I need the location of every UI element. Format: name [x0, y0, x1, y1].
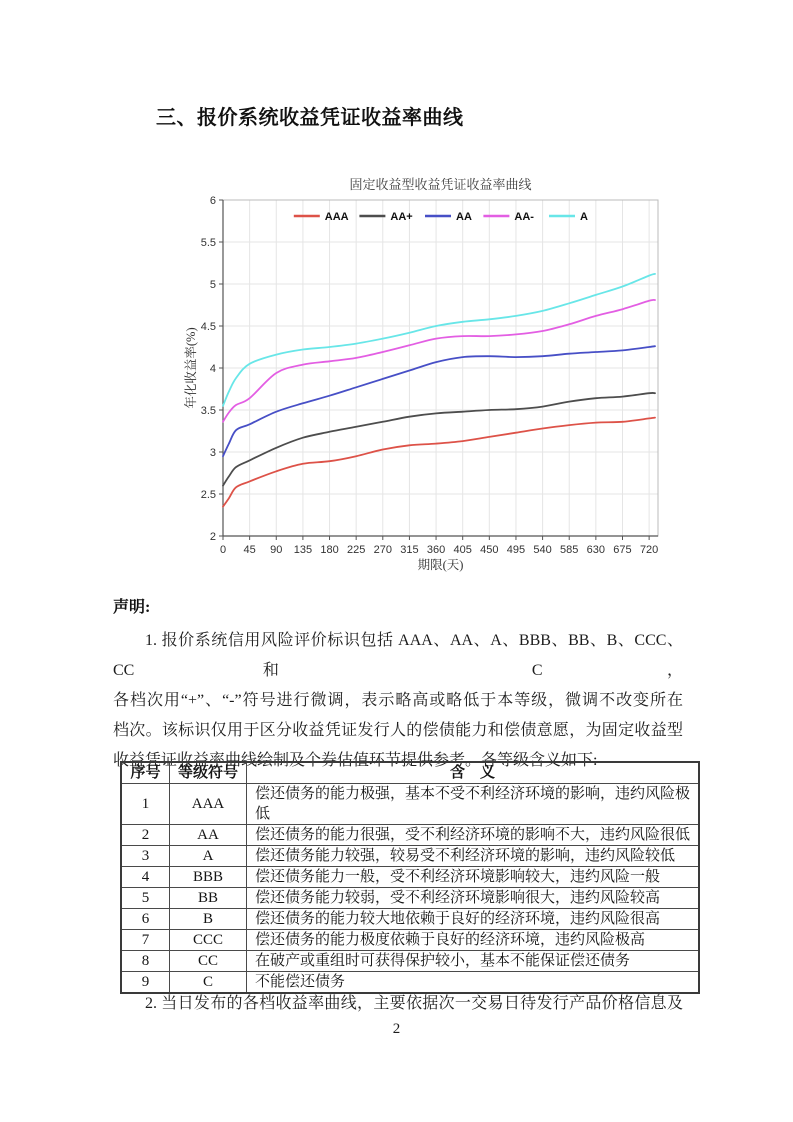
table-row	[121, 909, 699, 930]
svg-text:固定收益型收益凭证收益率曲线: 固定收益型收益凭证收益率曲线	[349, 177, 532, 192]
cell-meaning: 不能偿还债务	[247, 972, 700, 994]
cell-no: 5	[121, 888, 170, 909]
svg-text:期限(天): 期限(天)	[417, 558, 464, 572]
paragraph-1-line: 1. 报价系统信用风险评价标识包括 AAA、AA、A、BBB、BB、B、CCC、CC 和 C，	[113, 632, 683, 679]
svg-text:2.5: 2.5	[200, 489, 216, 501]
table-row	[121, 867, 699, 888]
cell-symbol: CC	[170, 951, 247, 972]
cell-no: 9	[121, 972, 170, 994]
svg-text:AAA: AAA	[324, 211, 349, 223]
svg-text:360: 360	[426, 544, 446, 556]
rating-table	[120, 761, 700, 994]
paragraph-1	[113, 626, 683, 776]
svg-text:675: 675	[613, 544, 632, 556]
cell-meaning: 偿还债务的能力极度依赖于良好的经济环境，违约风险极高	[247, 930, 700, 951]
cell-symbol: CCC	[170, 930, 247, 951]
table-header-row	[121, 762, 699, 784]
table-row	[121, 888, 699, 909]
svg-text:2: 2	[209, 531, 216, 543]
svg-text:3.5: 3.5	[200, 405, 216, 417]
svg-text:585: 585	[560, 544, 579, 556]
svg-text:405: 405	[453, 544, 472, 556]
svg-text:4.5: 4.5	[200, 321, 216, 333]
svg-text:5: 5	[209, 279, 216, 291]
cell-symbol: AA	[170, 825, 247, 846]
cell-meaning: 在破产或重组时可获得保护较小，基本不能保证偿还债务	[247, 951, 700, 972]
cell-meaning: 偿还债务能力较弱，受不利经济环境影响很大，违约风险较高	[247, 888, 700, 909]
svg-text:A: A	[580, 211, 588, 223]
svg-text:135: 135	[293, 544, 313, 556]
paragraph-1-line: 档次。该标识仅用于区分收益凭证发行人的偿债能力和偿债意愿，为固定收益型	[113, 722, 683, 739]
header-no: 序号	[121, 762, 170, 784]
cell-no: 7	[121, 930, 170, 951]
table-row	[121, 930, 699, 951]
svg-text:45: 45	[243, 544, 256, 556]
svg-text:90: 90	[270, 544, 283, 556]
svg-text:270: 270	[373, 544, 392, 556]
page-number: 2	[392, 1021, 401, 1037]
cell-meaning: 偿还债务的能力很强，受不利经济环境的影响不大，违约风险很低	[247, 825, 700, 846]
cell-symbol: BB	[170, 888, 247, 909]
table-row	[121, 846, 699, 867]
header-symbol: 等级符号	[170, 762, 247, 784]
cell-no: 2	[121, 825, 170, 846]
cell-no: 1	[121, 784, 170, 825]
table-row	[121, 825, 699, 846]
cell-meaning: 偿还债务能力一般，受不利经济环境影响较大，违约风险一般	[247, 867, 700, 888]
svg-text:720: 720	[639, 544, 659, 556]
cell-symbol: A	[170, 846, 247, 867]
cell-no: 4	[121, 867, 170, 888]
header-meaning: 含 义	[247, 762, 700, 784]
svg-text:3: 3	[209, 447, 216, 459]
svg-text:5.5: 5.5	[200, 237, 216, 249]
cell-symbol: AAA	[170, 784, 247, 825]
svg-text:180: 180	[320, 544, 339, 556]
svg-text:AA-: AA-	[514, 211, 534, 223]
svg-text:年化收益率(%): 年化收益率(%)	[184, 327, 198, 409]
svg-text:AA+: AA+	[390, 211, 413, 223]
cell-no: 3	[121, 846, 170, 867]
cell-meaning: 偿还债务的能力极强，基本不受不利经济环境的影响，违约风险极低	[247, 784, 700, 825]
paragraph-2: 2. 当日发布的各档收益率曲线，主要依据次一交易日待发行产品价格信息及	[145, 995, 683, 1012]
cell-meaning: 偿还债务能力较强，较易受不利经济环境的影响，违约风险较低	[247, 846, 700, 867]
table-row	[121, 951, 699, 972]
paragraph-1-line: 各档次用“+”、“-”符号进行微调，表示略高或略低于本等级，微调不改变所在	[113, 692, 683, 709]
svg-text:450: 450	[480, 544, 499, 556]
cell-symbol: C	[170, 972, 247, 994]
cell-no: 8	[121, 951, 170, 972]
svg-text:540: 540	[533, 544, 552, 556]
yield-curve-chart	[183, 170, 675, 574]
declaration-label: 声明:	[113, 599, 151, 616]
cell-symbol: BBB	[170, 867, 247, 888]
svg-text:AA: AA	[456, 211, 472, 223]
cell-no: 6	[121, 909, 170, 930]
svg-text:495: 495	[506, 544, 526, 556]
cell-symbol: B	[170, 909, 247, 930]
paragraph-1-line: 收益凭证收益率曲线绘制及个券估值环节提供参考。各等级含义如下:	[113, 752, 598, 769]
svg-text:315: 315	[400, 544, 419, 556]
svg-text:225: 225	[346, 544, 366, 556]
section-heading: 三、报价系统收益凭证收益率曲线	[156, 107, 464, 129]
chart-svg	[183, 170, 675, 574]
svg-text:630: 630	[586, 544, 606, 556]
svg-text:6: 6	[209, 195, 216, 207]
table-row	[121, 784, 699, 825]
svg-text:4: 4	[209, 363, 216, 375]
cell-meaning: 偿还债务的能力较大地依赖于良好的经济环境，违约风险很高	[247, 909, 700, 930]
svg-text:0: 0	[219, 544, 227, 556]
